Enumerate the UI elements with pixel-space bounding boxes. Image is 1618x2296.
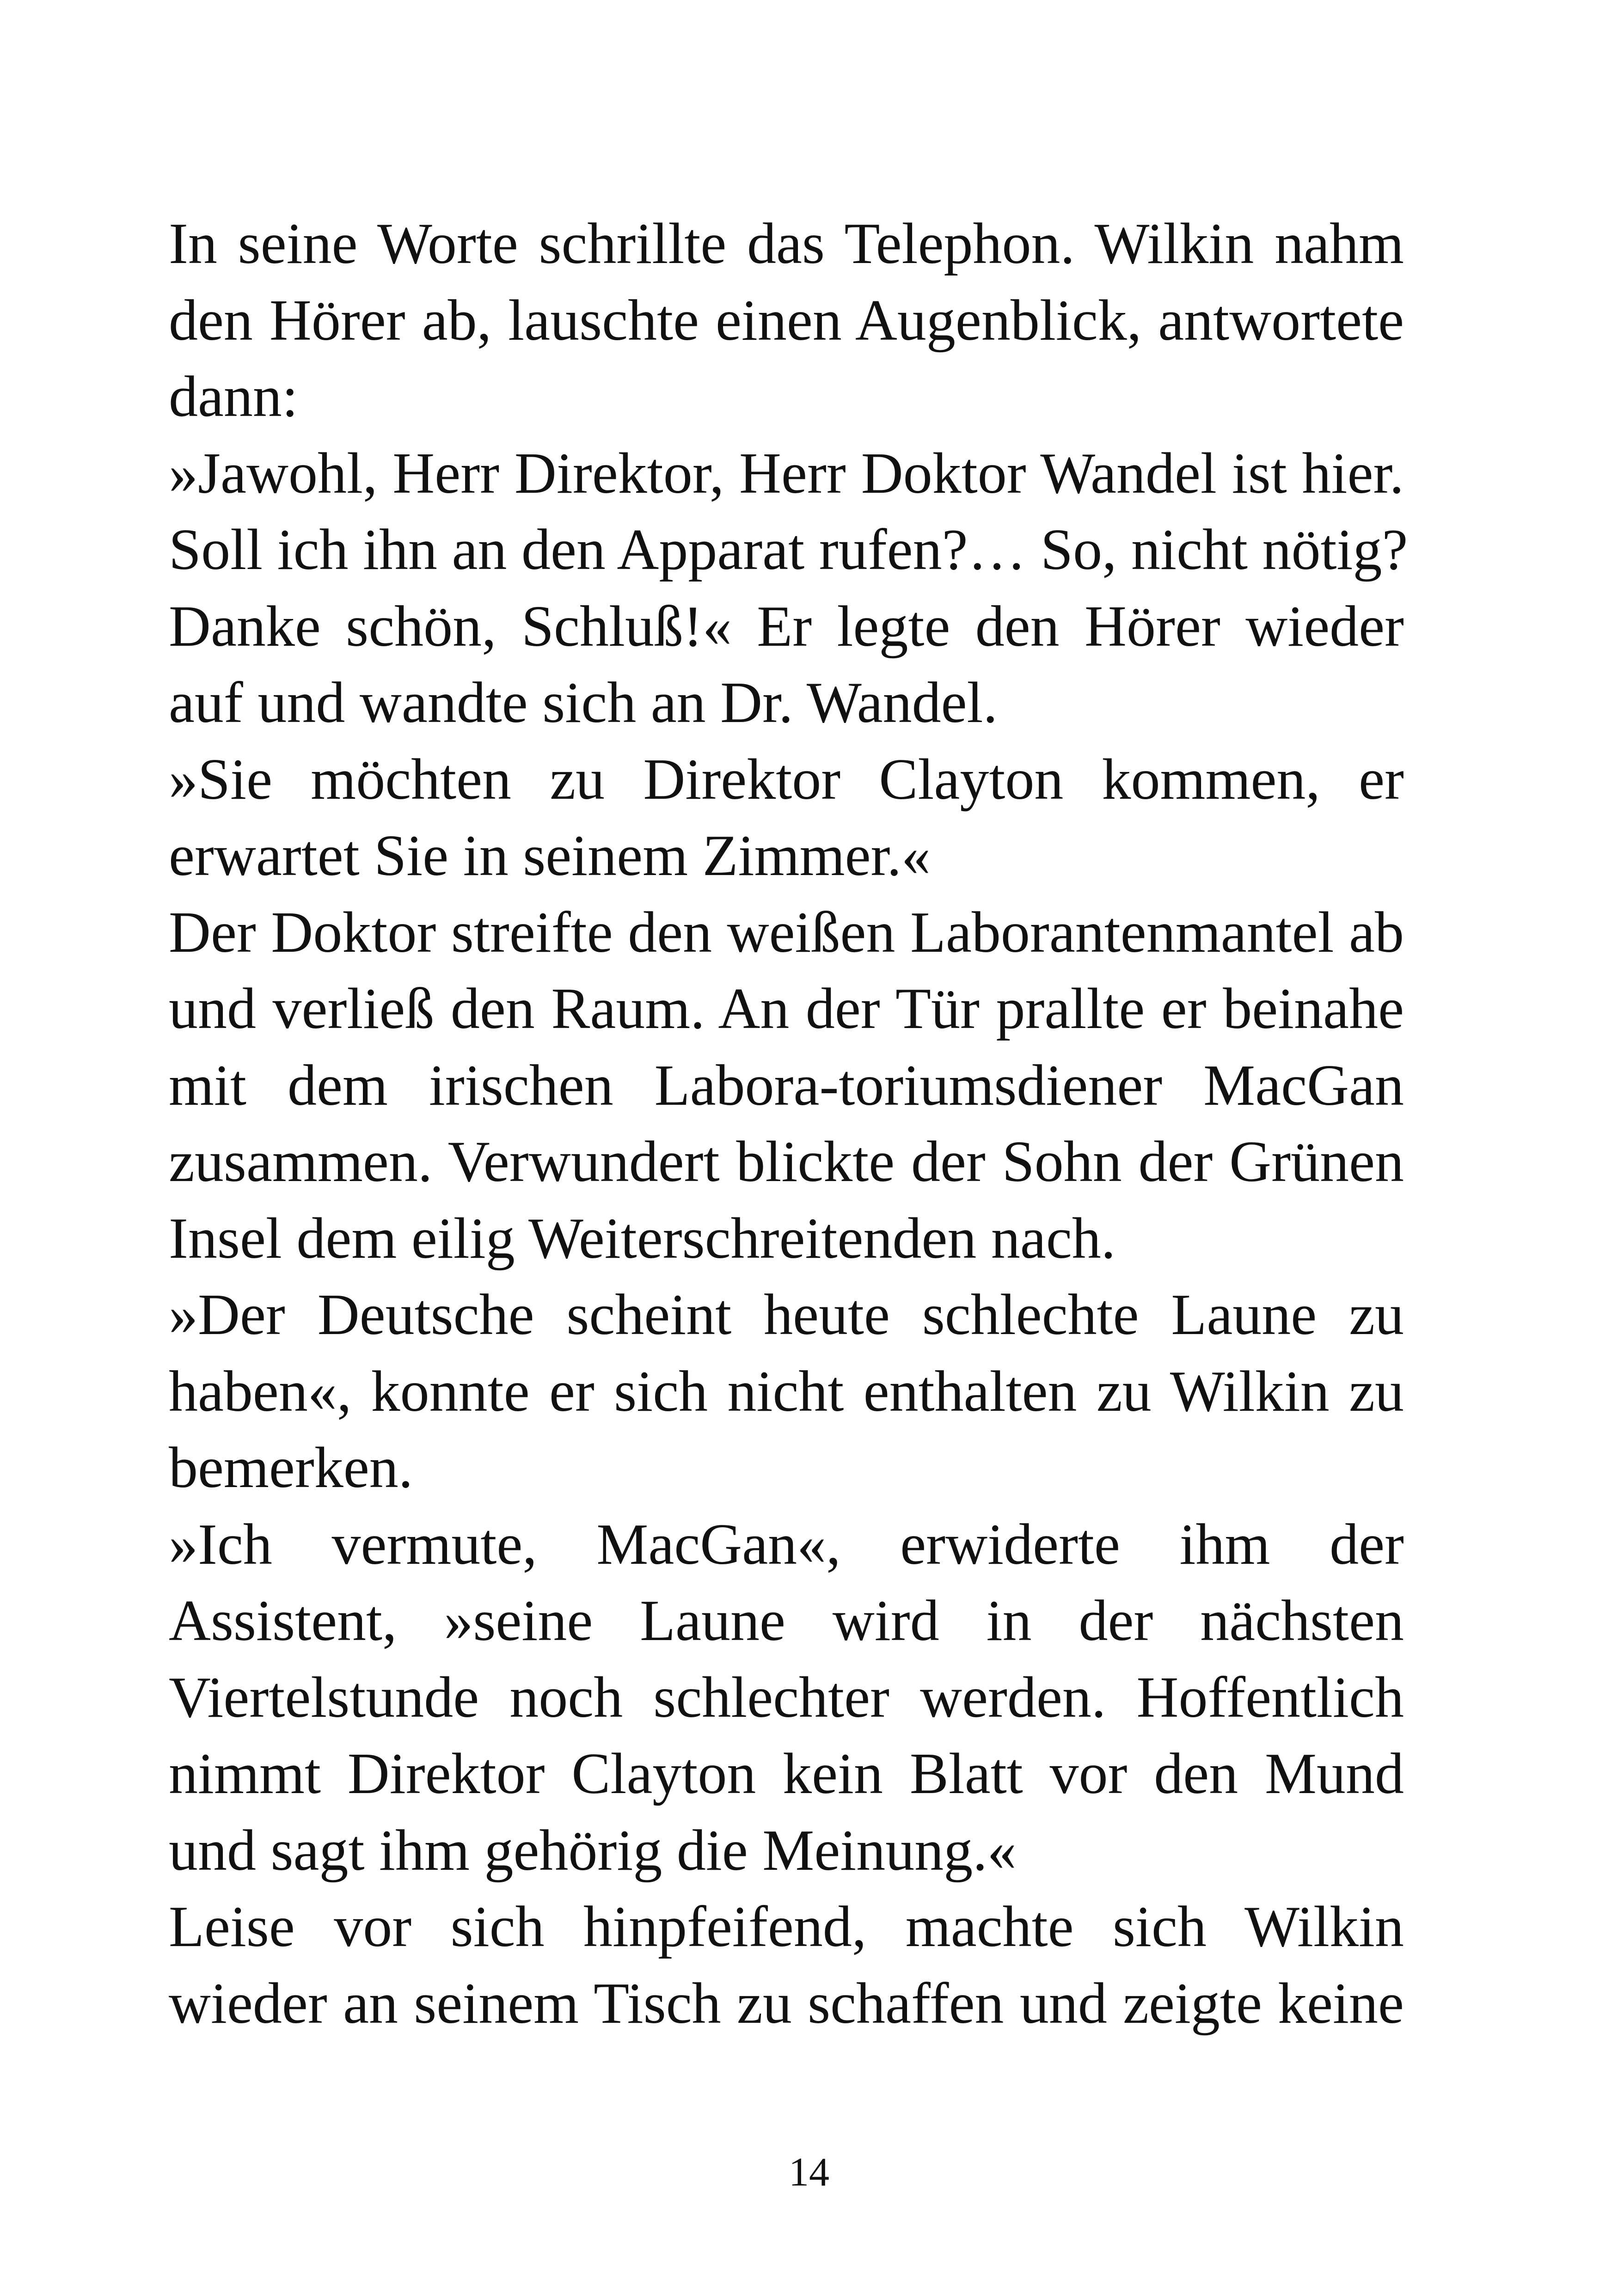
text-line: auf und wandte sich an Dr. Wandel. [169,671,998,735]
text-line: »Der Deutsche scheint heute schlechte Laune zu [169,1283,1404,1347]
text-line: und verließ den Raum. An der Tür prallte er beinahe [169,977,1404,1041]
text-line: Assistent, »seine Laune wird in der nächsten [169,1589,1404,1653]
text-line: In seine Worte schrillte das Telephon. Wilkin nahm [169,212,1404,276]
text-line: »Jawohl, Herr Direktor, Herr Doktor Wandel ist hier. [169,441,1404,506]
text-line: Der Doktor streifte den weißen Laborantenmantel ab [169,900,1404,965]
text-line: Leise vor sich hinpfeifend, machte sich Wilkin [169,1895,1404,1959]
text-line: Viertelstunde noch schlechter werden. Hoffentlich [169,1665,1404,1730]
text-line: »Sie möchten zu Direktor Clayton kommen, er [169,747,1404,812]
text-line: haben«, konnte er sich nicht enthalten zu Wilkin zu [169,1359,1404,1424]
body-text [169,206,1408,2042]
text-line: zusammen. Verwundert blickte der Sohn der Grünen [169,1130,1404,1194]
text-line: wieder an seinem Tisch zu schaffen und zeigte keine [169,1971,1404,2036]
page-number: 14 [789,2150,829,2195]
text-line: und sagt ihm gehörig die Meinung.« [169,1818,1017,1883]
text-line: dann: [169,365,298,429]
text-line: erwartet Sie in seinem Zimmer.« [169,824,931,888]
text-line: Danke schön, Schluß!« Er legte den Hörer wieder [169,594,1404,659]
text-line: »Ich vermute, MacGan«, erwiderte ihm der [169,1512,1404,1577]
text-line: den Hörer ab, lauschte einen Augenblick, antwortete [169,288,1404,353]
text-line: nimmt Direktor Clayton kein Blatt vor den Mund [169,1742,1404,1806]
text-line: Soll ich ihn an den Apparat rufen?… So, nicht nötig? [169,518,1408,582]
text-line: Insel dem eilig Weiterschreitenden nach. [169,1206,1116,1271]
text-line: bemerken. [169,1436,413,1500]
text-line: mit dem irischen Labora-toriumsdiener MacGan [169,1053,1404,1118]
